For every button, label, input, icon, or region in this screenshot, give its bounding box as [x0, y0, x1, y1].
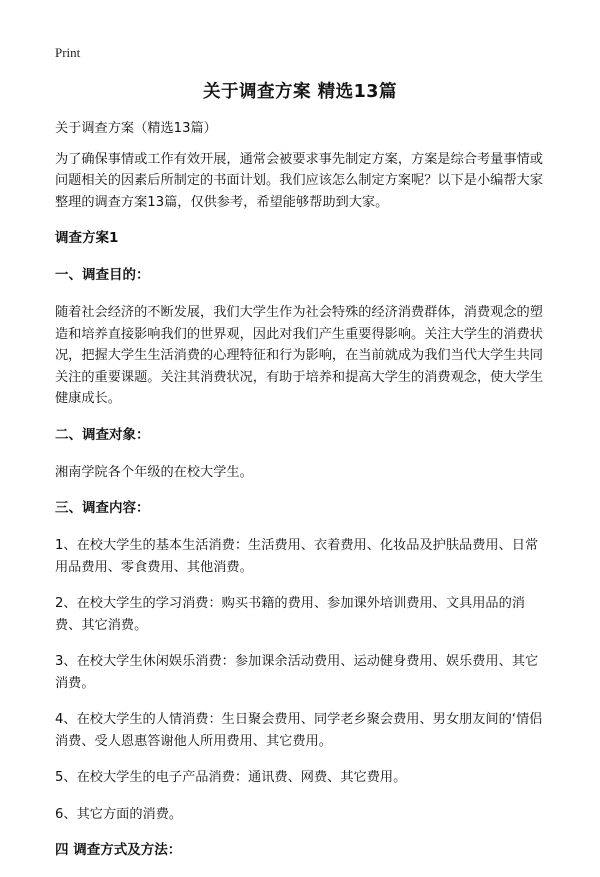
heading-purpose: 一、调查目的： [55, 267, 150, 283]
content-item: 5、在校大学生的电子产品消费：通讯费、网费、其它费用。 [55, 770, 407, 785]
document-body [55, 118, 543, 877]
document-subtitle: 关于调查方案（精选13篇） [55, 121, 217, 136]
content-item: 3、在校大学生休闲娱乐消费：参加课余活动费用、运动健身费用、娱乐费用、其它消费。 [55, 654, 539, 691]
purpose-paragraph: 随着社会经济的不断发展，我们大学生作为社会特殊的经济消费群体，消费观念的塑造和培养直接影响我们的世界观，因此对我们产生重要得影响。关注大学生的消费状况，把握大学生生活消费的心理特征和行为影响，在当前就成为我们当代大学生共同关注的重要课题。关注其消费状况，有助于培养和提高大学生的消费观念，使大学生健康成长。 [55, 305, 543, 406]
content-item: 1、在校大学生的基本生活消费：生活费用、衣着费用、化妆品及护肤品费用、日常用品费用、零食费用、其他消费。 [55, 538, 539, 575]
print-link[interactable]: Print [55, 45, 81, 60]
heading-content: 三、调查内容： [55, 500, 150, 516]
content-item: 6、其它方面的消费。 [55, 806, 183, 822]
section-title: 调查方案1 [55, 230, 119, 246]
intro-paragraph: 为了确保事情或工作有效开展，通常会被要求事先制定方案，方案是综合考量事情或问题相关的因素后所制定的书面计划。我们应该怎么制定方案呢？以下是小编帮大家整理的调查方案13篇，仅供参考，希望能够帮助到大家。 [55, 151, 543, 210]
heading-method: 四 调查方式及方法： [55, 842, 182, 858]
target-paragraph: 湘南学院各个年级的在校大学生。 [55, 464, 253, 480]
content-item: 4、在校大学生的人情消费：生日聚会费用、同学老乡聚会费用、男女朋友间的‘情侣消费、受人恩惠答谢他人所用费用、其它费用。 [55, 712, 543, 749]
heading-target: 二、调查对象： [55, 426, 150, 443]
document-title: 关于调查方案 精选13篇 [203, 82, 397, 102]
content-item: 2、在校大学生的学习消费：购买书籍的费用、参加课外培训费用、文具用品的消费、其它消费。 [55, 596, 525, 633]
